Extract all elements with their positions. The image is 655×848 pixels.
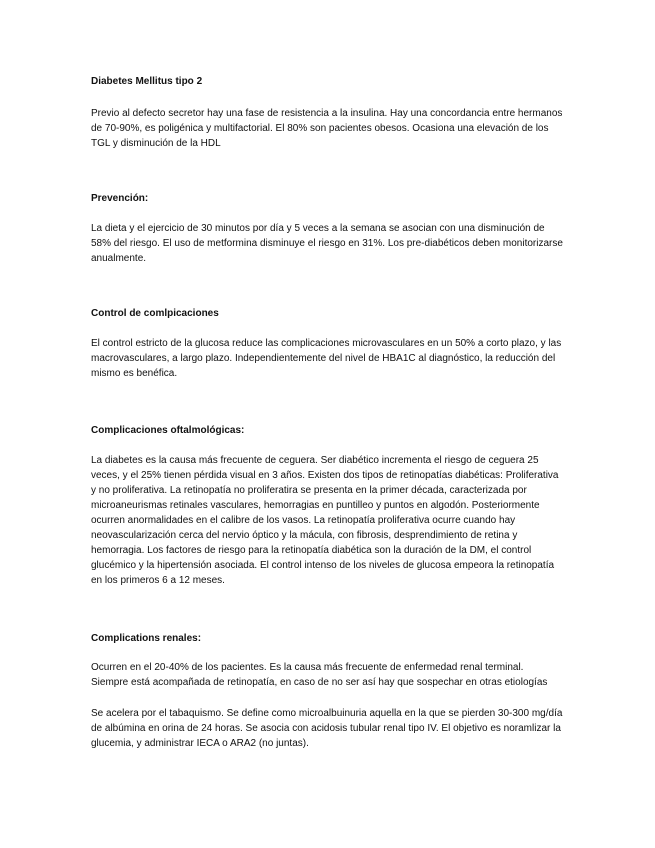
section-heading-renales: Complications renales: (91, 633, 202, 644)
section-paragraph-renales-1: Ocurren en el 20-40% de los pacientes. Es la causa más frecuente de enfermedad renal terminal. Siempre está acompañada de retinopatía, en caso de no ser así hay que sospechar en otras etiologías (91, 662, 548, 688)
section-heading-control: Control de comlpicaciones (91, 308, 219, 319)
section-heading-oftalmologicas: Complicaciones oftalmológicas: (91, 425, 245, 436)
section-heading-prevencion: Prevención: (91, 193, 149, 204)
document-body (91, 74, 563, 751)
section-paragraph-renales-2: Se acelera por el tabaquismo. Se define como microalbuinuria aquella en la que se pierden 30-300 mg/día de albúmina en orina de 24 horas. Se asocia con acidosis tubular renal tipo IV. El objetivo es noramlizar la glucemia, y administrar IECA o ARA2 (no juntas). (91, 708, 563, 749)
section-paragraph-control: El control estricto de la glucosa reduce las complicaciones microvasculares en un 50% a corto plazo, y las macrovasculares, a largo plazo. Independientemente del nivel de HBA1C al diagnóstico, la reducción del mismo es benéfica. (91, 338, 562, 379)
section-paragraph-prevencion: La dieta y el ejercicio de 30 minutos por día y 5 veces a la semana se asocian con una disminución de 58% del riesgo. El uso de metformina disminuye el riesgo en 31%. Los pre-diabéticos deben monitorizarse anualmente. (91, 223, 563, 264)
intro-paragraph: Previo al defecto secretor hay una fase de resistencia a la insulina. Hay una concordancia entre hermanos de 70-90%, es poligénica y multifactorial. El 80% son pacientes obesos. Ocasiona una elevación de los TGL y disminución de la HDL (91, 108, 563, 149)
document-title: Diabetes Mellitus tipo 2 (91, 76, 203, 87)
section-paragraph-oftalmologicas: La diabetes es la causa más frecuente de ceguera. Ser diabético incrementa el riesgo de ceguera 25 veces, y el 25% tienen pérdida visual en 3 años. Existen dos tipos de retinopatías diabéticas: Proliferativa y no proliferativa. La retinopatía no proliferatira se presenta en la primer década, caracterizada por microaneurismas retinales vasculares, hemorragias en puntilleo y puntos en algodón. Posteriormente ocurren anormalidades en el calibre de los vasos. La retinopatía proliferativa ocurre cuando hay neovascularización cerca del nervio óptico y la mácula, con fibrosis, desprendimiento de retina y hemorragia. Los factores de riesgo para la retinopatía diabética son la duración de la DM, el control glucémico y la hipertensión asociada. El control intenso de los niveles de glucosa empeora la retinopatía en los primeros 6 a 12 meses. (91, 455, 559, 586)
